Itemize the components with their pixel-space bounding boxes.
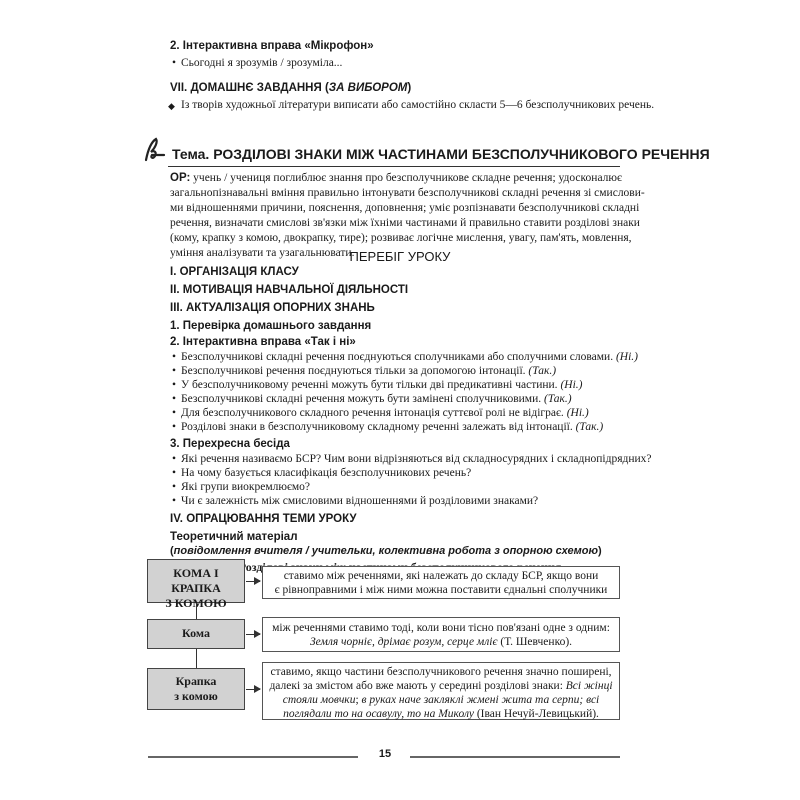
homework-text: ◆ Із творів художньої літератури виписати або самостійно скласти 5—6 безсполучникових речень. bbox=[181, 98, 654, 113]
page-number: 15 bbox=[378, 748, 392, 760]
question-2: • На чому базується класифікація безсполучникових речень? bbox=[181, 466, 471, 481]
op-line-1: ОР: учень / учениця поглиблює знання про безсполучникове складне речення; удосконалює bbox=[170, 172, 622, 184]
question-1: • Які речення називаємо БСР? Чим вони відрізняються від складносурядних і складнопідрядних? bbox=[181, 452, 652, 467]
microphone-bullet: • Сьогодні я зрозумів / зрозуміла... bbox=[181, 56, 342, 71]
arrow-main bbox=[246, 581, 260, 582]
theory-note: (повідомлення вчителя / учительки, колективна робота з опорною схемою) bbox=[170, 545, 602, 557]
arrow-krapka-z-komoyu bbox=[246, 689, 260, 690]
pen-icon bbox=[142, 136, 170, 164]
interactive-exercise-heading: 2. Інтерактивна вправа «Мікрофон» bbox=[170, 40, 374, 52]
theory-heading: Теоретичний матеріал bbox=[170, 531, 298, 543]
main-description: ставимо між реченнями, які належать до складу БСР, якщо вони є рівноправними і між ними можна поставити єднальні сполучники bbox=[262, 566, 620, 599]
tf-item-2: • Безсполучникові речення поєднуються тільки за допомогою інтонації. (Так.) bbox=[181, 364, 556, 379]
op-line-2: загальнопізнавальні вміння правильно інтонувати безсполучникові складні речення зі смислови- bbox=[170, 187, 645, 199]
tf-item-5: • Для безсполучникового складного речення інтонація суттєвої ролі не відіграє. (Ні.) bbox=[181, 406, 589, 421]
op-line-5: (кому, крапку з комою, двокрапку, тире); розвиває логічне мислення, увагу, пам'ять, мовлення, bbox=[170, 232, 632, 244]
section-1: I. ОРГАНІЗАЦІЯ КЛАСУ bbox=[170, 266, 299, 278]
question-3: • Які групи виокремлюємо? bbox=[181, 480, 310, 495]
tf-item-1: • Безсполучникові складні речення поєднуються сполучниками або сполучними словами. (Ні.) bbox=[181, 350, 638, 365]
footer-rule-left bbox=[148, 756, 358, 758]
section-3-1: 1. Перевірка домашнього завдання bbox=[170, 320, 372, 332]
connector-1 bbox=[196, 603, 197, 619]
section-2: II. МОТИВАЦІЯ НАВЧАЛЬНОЇ ДІЯЛЬНОСТІ bbox=[170, 284, 409, 296]
krapka-z-komoyu-box: Крапка з комою bbox=[147, 668, 245, 710]
section-3-2: 2. Інтерактивна вправа «Так і ні» bbox=[170, 336, 356, 348]
krapka-z-komoyu-description: ставимо, якщо частини безсполучникового речення значно поширені, далекі за змістом або вже мають у середині розділові знаки: Всі жінці стояли мовчки; в руках наче закляклі жмені жита та серпи; всі поглядали то на осавулу, то на Миколу (Іван Нечуй-Левицький). bbox=[262, 662, 620, 720]
course-title: ПЕРЕБІГ УРОКУ bbox=[349, 249, 451, 264]
op-line-3: ми відношеннями причини, пояснення, доповнення; уміє розпізнавати безсполучникові складні bbox=[170, 202, 640, 214]
theme-underline bbox=[168, 166, 620, 167]
connector-2 bbox=[196, 649, 197, 668]
section-4: IV. ОПРАЦЮВАННЯ ТЕМИ УРОКУ bbox=[170, 513, 357, 525]
homework-heading: VII. ДОМАШНЄ ЗАВДАННЯ (ЗА ВИБОРОМ) bbox=[170, 82, 412, 94]
section-3: III. АКТУАЛІЗАЦІЯ ОПОРНИХ ЗНАНЬ bbox=[170, 302, 375, 314]
tf-item-6: • Розділові знаки в безсполучниковому складному реченні залежать від інтонації. (Так.) bbox=[181, 420, 603, 435]
koma-description: між реченнями ставимо тоді, коли вони тісно пов'язані одне з одним: Земля чорніє, дрімає розум, серце мліє (Т. Шевченко). bbox=[262, 617, 620, 652]
section-3-3: 3. Перехресна бесіда bbox=[170, 438, 290, 450]
footer-rule-right bbox=[410, 756, 620, 758]
tf-item-4: • Безсполучникові складні речення можуть бути замінені сполучниковими. (Так.) bbox=[181, 392, 572, 407]
tf-item-3: • У безсполучниковому реченні можуть бути тільки дві предикативні частини. (Ні.) bbox=[181, 378, 582, 393]
op-line-6: уміння аналізувати та узагальнювати. bbox=[170, 247, 355, 259]
question-4: • Чи є залежність між смисловими відношеннями й розділовими знаками? bbox=[181, 494, 538, 509]
koma-box: Кома bbox=[147, 619, 245, 649]
op-line-4: речення, визначати смислові зв'язки між їхніми частинами й правильно ставити розділові знаки bbox=[170, 217, 640, 229]
main-box-koma-krapka: КОМА І КРАПКА З КОМОЮ bbox=[147, 559, 245, 603]
arrow-koma bbox=[246, 634, 260, 635]
lesson-theme: Тема. РОЗДІЛОВІ ЗНАКИ МІЖ ЧАСТИНАМИ БЕЗСПОЛУЧНИКОВОГО РЕЧЕННЯ bbox=[172, 146, 710, 162]
